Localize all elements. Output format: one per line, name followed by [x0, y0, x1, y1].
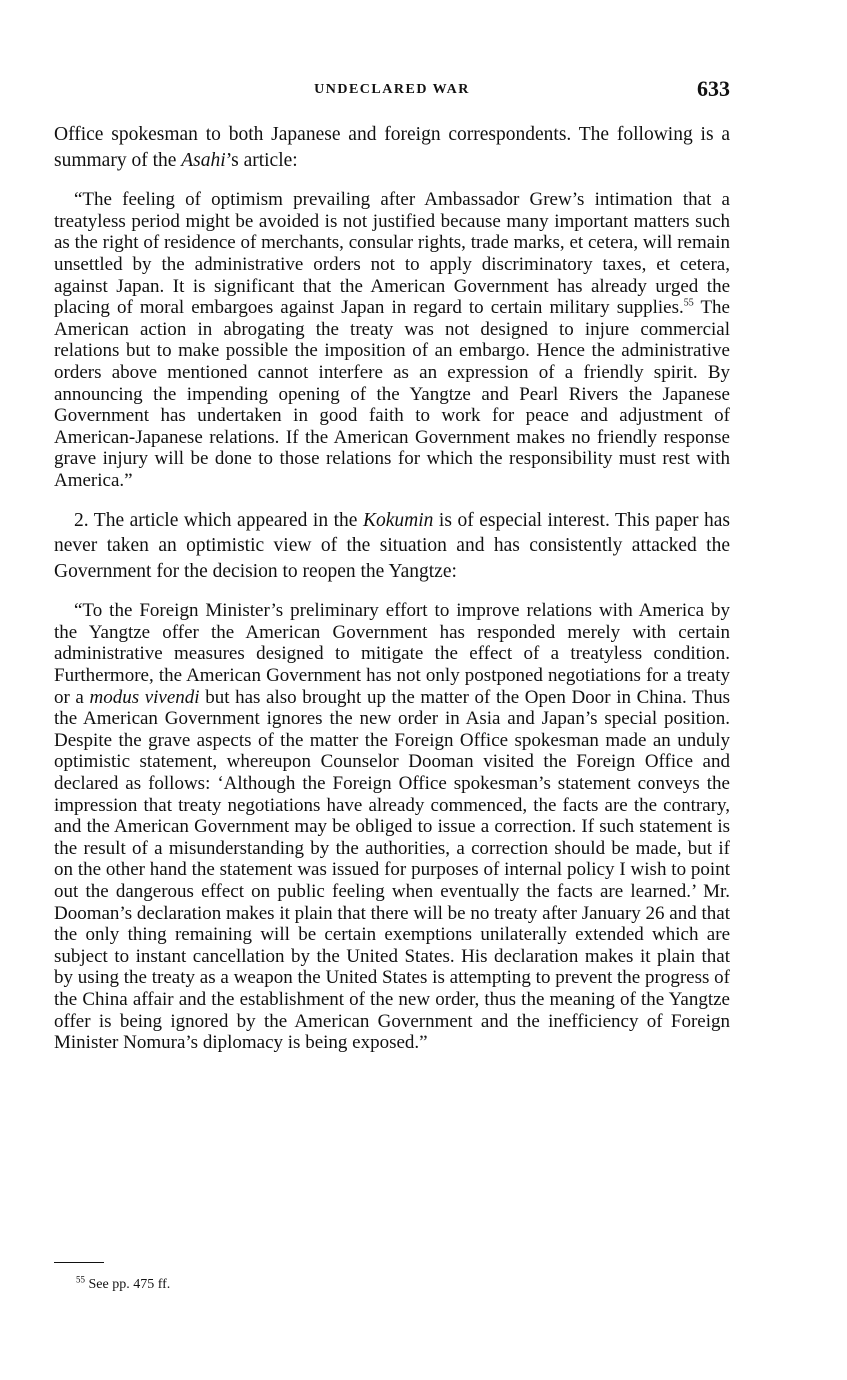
- newspaper-name-kokumin: Kokumin: [362, 509, 434, 531]
- running-title: UNDECLARED WAR: [314, 82, 470, 97]
- quote-kokumin-italic: modus vivendi: [89, 686, 200, 708]
- footnote-text: See pp. 475 ff.: [85, 1277, 171, 1292]
- body-text: [54, 122, 730, 1070]
- quote-kokumin-part1: “To the Foreign Minister’s preliminary effort to improve relations with America by the Yangtze offer the American Government has responded merely with certain administrative measures designed to mitigate the effect of a treatyless condition. Furthermore, the American Government has not only postponed negotiations for a treaty or a: [54, 600, 730, 708]
- footnote: [76, 1274, 171, 1293]
- footnote-marker: 55: [76, 1274, 85, 1285]
- quote-kokumin: [54, 600, 730, 1053]
- quote-kokumin-part2: but has also brought up the matter of the Open Door in China. Thus the American Government ignores the new order in Asia and Japan’s special position. Despite the grave aspects of the matter the Foreign Office spokesman made an unduly optimistic statement, whereupon Counselor Dooman visited the Foreign Office and declared as follows: ‘Although the Foreign Office spokesman’s statement conveys the impression that treaty negotiations have already commenced, the facts are the contrary, and the American Government may be obliged to issue a correction. If such statement is the result of a misunderstanding by the authorities, a correction should be made, but if on the other hand the statement was issued for purposes of internal policy I wish to point out the dangerous effect on public feeling when eventually the facts are learned.’ Mr. Dooman’s declaration makes it plain that there will be no treaty after January 26 and that the only thing remaining will be certain exemptions unilaterally extended which are subject to instant cancellation by the United States. His declaration makes it plain that by using the treaty as a weapon the United States is attempting to prevent the progress of the China affair and the establishment of the new order, thus the meaning of the Yangtze offer is being ignored by the American Government and the inefficiency of Foreign Minister Nomura’s diplomacy is being exposed.”: [54, 686, 730, 1054]
- footnote-reference: 55: [683, 297, 694, 309]
- newspaper-name-asahi: Asahi: [181, 149, 226, 171]
- page-number: 633: [697, 76, 730, 101]
- footnote-divider: [54, 1262, 104, 1263]
- kokumin-prefix: 2. The article which appeared in the: [74, 509, 363, 531]
- intro-text: Office spokesman to both Japanese and foreign correspondents. The following is a summary of the: [54, 124, 730, 171]
- kokumin-text: is of especial interest. This paper has never taken an optimistic view of the situation and has consistently attacked the Government for the decision to reopen the Yangtze:: [54, 509, 730, 582]
- quote-asahi-part2: The American action in abrogating the treaty was not designed to injure commercial relations but to make possible the imposition of an embargo. Hence the administrative orders above mentioned cannot interfere as an expression of a friendly spirit. By announcing the impending opening of the Yangtze and Pearl Rivers the Japanese Government has undertaken in good faith to work for peace and adjustment of American-Japanese relations. If the American Government makes no friendly response grave injury will be done to those relations for which the responsibility must rest with America.”: [54, 297, 730, 491]
- quote-asahi-part1: “The feeling of optimism prevailing after Ambassador Grew’s intimation that a treatyless period might be avoided is not justified because many important matters such as the right of residence of merchants, consular rights, trade marks, et cetera, will remain unsettled by the administrative orders not to apply discriminatory taxes, et cetera, against Japan. It is significant that the American Government has already urged the placing of moral embargoes against Japan in regard to certain military supplies.: [54, 189, 730, 319]
- running-header: [54, 76, 730, 106]
- intro-suffix: ’s article:: [225, 149, 298, 171]
- paragraph-kokumin: [54, 508, 730, 585]
- paragraph-intro: [54, 122, 730, 173]
- quote-asahi: [54, 189, 730, 491]
